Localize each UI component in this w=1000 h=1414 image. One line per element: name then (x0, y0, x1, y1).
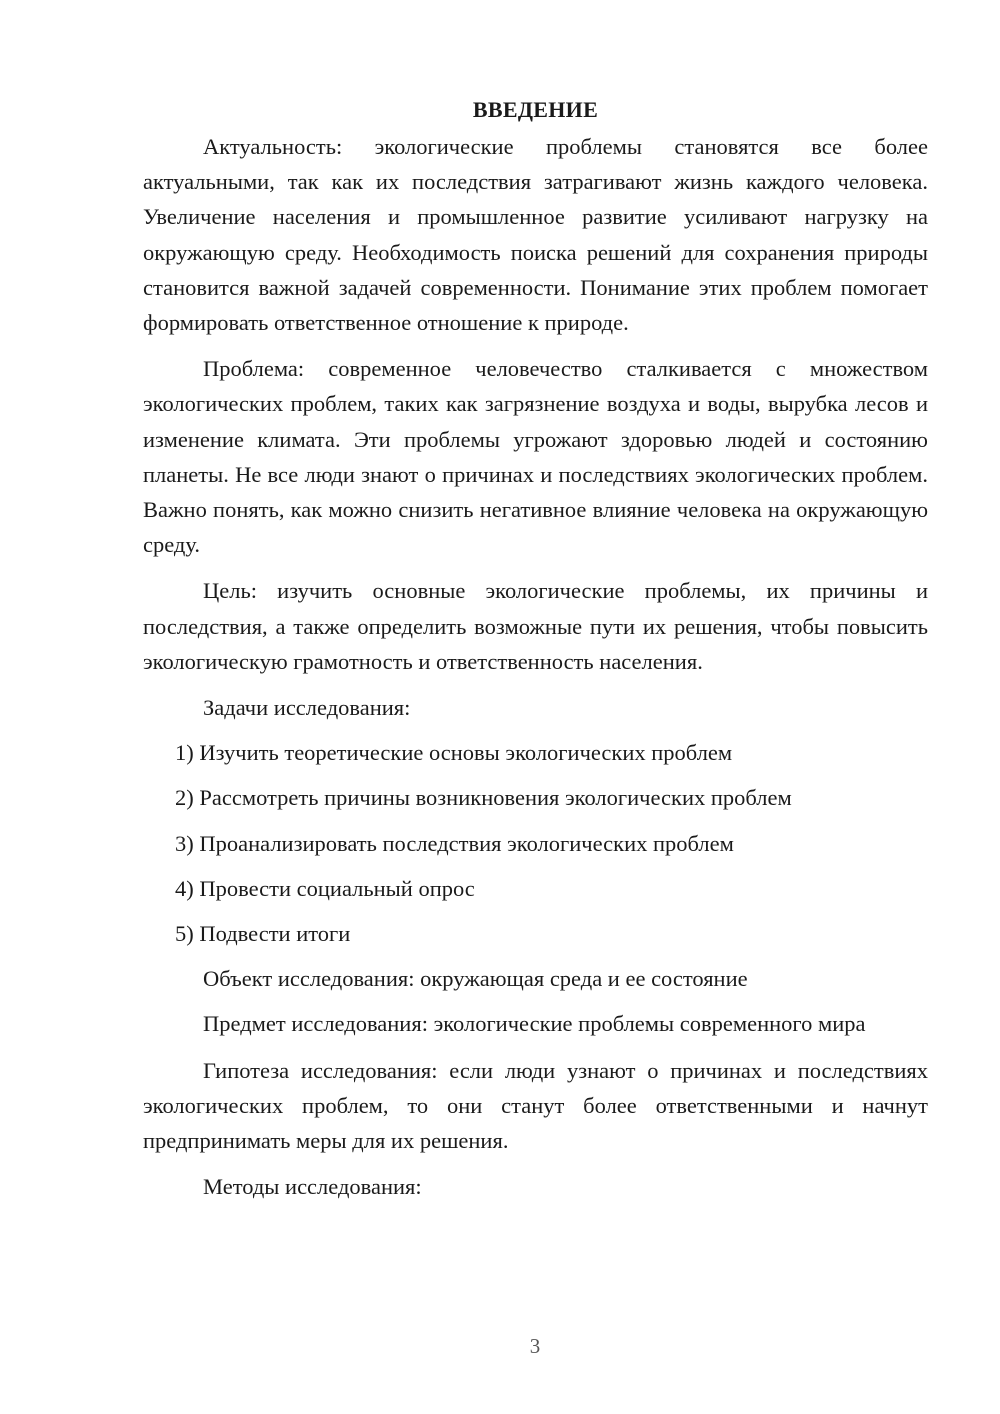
paragraph-relevance: Актуальность: экологические проблемы становятся все более актуальными, так как их последствия затрагивают жизнь каждого человека. Увеличение населения и промышленное развитие усиливают нагрузку на окружающую среду. Необходимость поиска решений для сохранения природы становится важной задачей современности. Понимание этих проблем помогает формировать ответственное отношение к природе. (143, 134, 928, 336)
list-item: 4) Провести социальный опрос (175, 875, 475, 901)
list-item: 3) Проанализировать последствия экологических проблем (175, 830, 734, 856)
paragraph-problem: Проблема: современное человечество сталкивается с множеством экологических проблем, таких как загрязнение воздуха и воды, вырубка лесов и изменение климата. Эти проблемы угрожают здоровью людей и состоянию планеты. Не все люди знают о причинах и последствиях экологических проблем. Важно понять, как можно снизить негативное влияние человека на окружающую среду. (143, 356, 928, 558)
methods-heading: Методы исследования: (203, 1174, 422, 1200)
tasks-heading: Задачи исследования: (203, 695, 411, 721)
list-item: 1) Изучить теоретические основы экологических проблем (175, 740, 733, 766)
list-item: 2) Рассмотреть причины возникновения экологических проблем (175, 785, 792, 811)
document-page (143, 92, 928, 1214)
tasks-list (143, 735, 928, 951)
paragraph-object: Объект исследования: окружающая среда и ее состояние (203, 966, 748, 992)
list-item: 5) Подвести итоги (175, 921, 351, 947)
paragraph-goal: Цель: изучить основные экологические проблемы, их причины и последствия, а также определить возможные пути их решения, чтобы повысить экологическую грамотность и ответственность населения. (143, 578, 928, 674)
page-title: ВВЕДЕНИЕ (472, 97, 599, 122)
paragraph-hypothesis: Гипотеза исследования: если люди узнают о причинах и последствиях экологических проблем, то они станут более ответственными и начнут предпринимать меры для их решения. (143, 1057, 928, 1154)
paragraph-subject: Предмет исследования: экологические проблемы современного мира (203, 1011, 866, 1037)
page-number: 3 (529, 1334, 541, 1358)
